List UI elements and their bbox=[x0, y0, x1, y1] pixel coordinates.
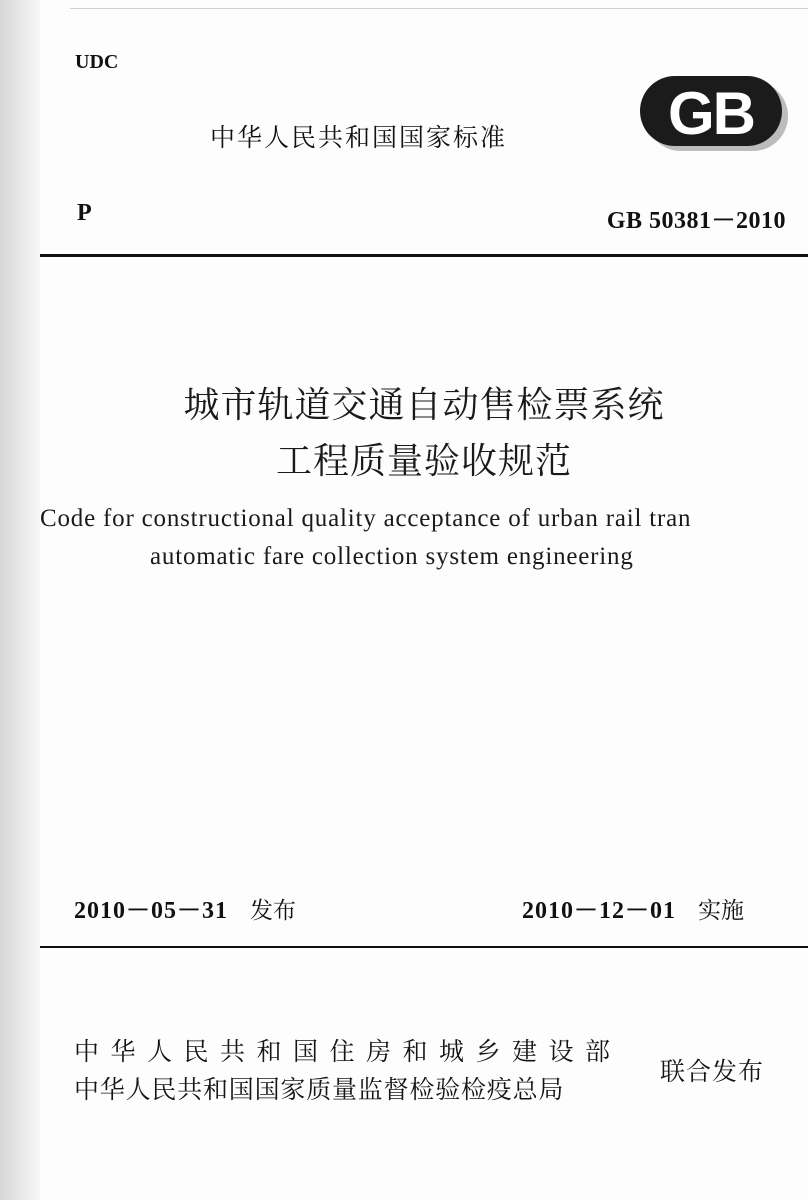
implement-date: 2010－12－01 bbox=[522, 898, 676, 924]
issue-label: 发布 bbox=[250, 898, 296, 924]
implement-date-block bbox=[522, 890, 744, 925]
title-en-line-1: Code for constructional quality acceptance of urban rail tran bbox=[40, 505, 692, 532]
header-divider bbox=[40, 254, 808, 257]
issuer-line-2: 中华人民共和国国家质量监督检验检疫总局 bbox=[74, 1075, 565, 1104]
standard-type-title: 中华人民共和国国家标准 bbox=[210, 123, 508, 152]
title-en-line-2: automatic fare collection system engineering bbox=[150, 543, 634, 570]
date-divider bbox=[40, 946, 808, 948]
standard-number: GB 50381－2010 bbox=[606, 208, 786, 234]
joint-issue-label: 联合发布 bbox=[660, 1057, 765, 1086]
implement-label: 实施 bbox=[698, 898, 744, 924]
scan-binding-edge bbox=[0, 0, 40, 1200]
top-edge-line bbox=[70, 8, 808, 9]
issuer-line-1: 中华人民共和国住房和城乡建设部 bbox=[74, 1037, 622, 1066]
udc-label: UDC bbox=[75, 51, 119, 73]
gb-logo-text: GB bbox=[668, 80, 754, 147]
classification-code: P bbox=[77, 200, 92, 226]
title-zh-line-1: 城市轨道交通自动售检票系统 bbox=[183, 385, 665, 426]
gb-logo bbox=[640, 76, 792, 154]
issue-date: 2010－05－31 bbox=[74, 898, 228, 924]
title-zh-line-2: 工程质量验收规范 bbox=[275, 441, 572, 482]
issue-date-block bbox=[74, 890, 296, 925]
